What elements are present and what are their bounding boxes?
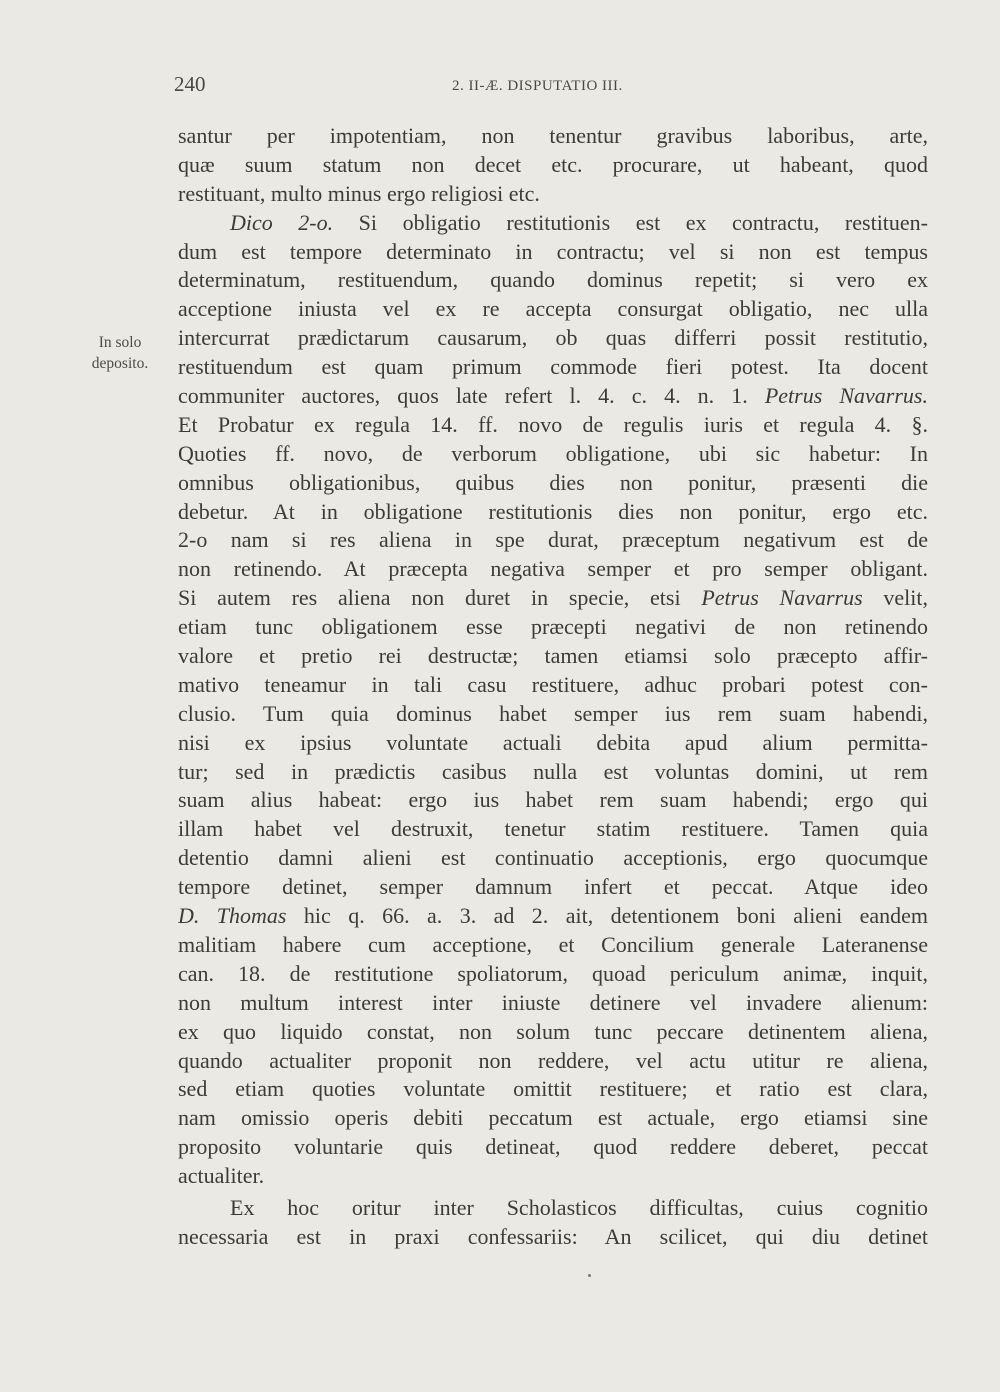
text-line (178, 295, 928, 324)
line-text: restituendum est quam primum commode fieri potest. Ita docent (178, 354, 928, 380)
italic-lead: Dico 2-o. (230, 209, 334, 235)
text-line (178, 526, 928, 555)
text-line (178, 671, 928, 700)
line-text: quæ suum statum non decet etc. procurare, ut habeant, quod (178, 151, 928, 177)
line-text: suam alius habeat: ergo ius habet rem suam habendi; ergo qui (178, 787, 928, 813)
line-text-after: velit, (862, 585, 928, 611)
line-text: omnibus obligationibus, quibus dies non ponitur, præsenti die (178, 469, 928, 495)
text-line (178, 324, 928, 353)
text-line (178, 411, 928, 440)
text-line (178, 151, 928, 180)
line-text: sed etiam quoties voluntate omittit restituere; et ratio est clara, (178, 1076, 928, 1102)
text-line (178, 1104, 928, 1133)
text-line (178, 1047, 928, 1076)
line-text: detentio damni alieni est continuatio acceptionis, ergo quocumque (178, 845, 928, 871)
line-text: debetur. At in obligatione restitutionis dies non ponitur, ergo etc. (178, 498, 928, 524)
text-line (178, 844, 928, 873)
line-text: intercurrat prædictarum causarum, ob quas differri possit restitutio, (178, 325, 928, 351)
italic-name: Petrus Navarrus. (764, 383, 928, 409)
line-text: Si obligatio restitutionis est ex contractu, restituen- (333, 209, 928, 235)
text-line (178, 1133, 928, 1162)
text-line (178, 584, 928, 613)
text-line (178, 266, 928, 295)
text-line (178, 469, 928, 498)
text-line (178, 873, 928, 902)
text-line (178, 555, 928, 584)
line-text: Quoties ff. novo, de verborum obligatione, ubi sic habetur: In (178, 440, 928, 466)
running-head: 2. II-Æ. DISPUTATIO III. (452, 78, 623, 94)
line-text: ex quo liquido constat, non solum tunc peccare detinentem aliena, (178, 1018, 928, 1044)
line-text: acceptione iniusta vel ex re accepta consurgat obligatio, nec ulla (178, 296, 928, 322)
text-line (178, 1075, 928, 1104)
text-line (178, 960, 928, 989)
line-text: mativo teneamur in tali casu restituere, adhuc probari potest con- (178, 671, 928, 697)
italic-lead: D. Thomas (178, 903, 287, 929)
text-line (178, 122, 928, 151)
line-text: valore et pretio rei destructæ; tamen etiamsi solo præcepto affir- (178, 643, 928, 669)
line-text: necessaria est in praxi confessariis: An scilicet, qui diu detinet (178, 1223, 928, 1249)
line-text: etiam tunc obligationem esse præcepti negativi de non retinendo (178, 614, 928, 640)
line-text: illam habet vel destruxit, tenetur statim restituere. Tamen quia (178, 816, 928, 842)
line-text: Ex hoc oritur inter Scholasticos difficultas, cuius cognitio (230, 1194, 928, 1220)
line-text: communiter auctores, quos late refert l. 4. c. 4. n. 1. (178, 383, 765, 409)
text-line (178, 180, 928, 209)
line-text: hic q. 66. a. 3. ad 2. ait, detentionem boni alieni eandem (286, 903, 928, 929)
text-line (178, 989, 928, 1018)
text-line (178, 758, 928, 787)
text-line (178, 238, 928, 267)
line-text: determinatum, restituendum, quando dominus repetit; si vero ex (178, 267, 928, 293)
line-text: santur per impotentiam, non tenentur gravibus laboribus, arte, (178, 123, 928, 148)
line-text: dum est tempore determinato in contractu; vel si non est tempus (178, 238, 928, 264)
margin-note (80, 332, 160, 374)
text-line (178, 209, 928, 238)
print-speck (588, 1274, 591, 1277)
line-text: Si autem res aliena non duret in specie, etsi (178, 585, 702, 611)
text-line (178, 700, 928, 729)
line-text: non retinendo. At præcepta negativa semper et pro semper obligant. (178, 556, 928, 582)
text-line (178, 440, 928, 469)
text-line (178, 902, 928, 931)
line-text: can. 18. de restitutione spoliatorum, quoad periculum animæ, inquit, (178, 960, 928, 986)
line-text: nisi ex ipsius voluntate actuali debita apud alium permitta- (178, 729, 928, 755)
text-line (178, 1194, 928, 1223)
line-text: proposito voluntarie quis detineat, quod reddere deberet, peccat (178, 1134, 928, 1160)
text-line (178, 382, 928, 411)
italic-name: Petrus Navarrus (701, 585, 863, 611)
line-text: nam omissio operis debiti peccatum est actuale, ergo etiamsi sine (178, 1105, 928, 1131)
page-number: 240 (174, 72, 206, 96)
text-line (178, 642, 928, 671)
margin-note-line: deposito. (91, 355, 149, 372)
text-line (178, 729, 928, 758)
text-line (178, 498, 928, 527)
line-text: restituant, multo minus ergo religiosi etc. (178, 180, 540, 206)
line-text: Et Probatur ex regula 14. ff. novo de regulis iuris et regula 4. §. (178, 411, 928, 437)
body-text (178, 122, 928, 1252)
text-line (178, 815, 928, 844)
text-line (178, 786, 928, 815)
text-line (178, 353, 928, 382)
text-line (178, 1223, 928, 1252)
line-text: tur; sed in prædictis casibus nulla est voluntas domini, ut rem (178, 758, 928, 784)
line-text: 2-o nam si res aliena in spe durat, præceptum negativum est de (178, 527, 928, 553)
text-line (178, 1018, 928, 1047)
line-text: clusio. Tum quia dominus habet semper ius rem suam habendi, (178, 700, 928, 726)
line-text: actualiter. (178, 1163, 265, 1189)
line-text: malitiam habere cum acceptione, et Concilium generale Lateranense (178, 931, 928, 957)
margin-note-line: In solo (98, 334, 142, 351)
text-line (178, 931, 928, 960)
text-line (178, 1162, 928, 1191)
line-text: quando actualiter proponit non reddere, vel actu utitur re aliena, (178, 1047, 928, 1073)
text-line (178, 613, 928, 642)
line-text: non multum interest inter iniuste detinere vel invadere alienum: (178, 989, 928, 1015)
line-text: tempore detinet, semper damnum infert et peccat. Atque ideo (178, 874, 928, 900)
